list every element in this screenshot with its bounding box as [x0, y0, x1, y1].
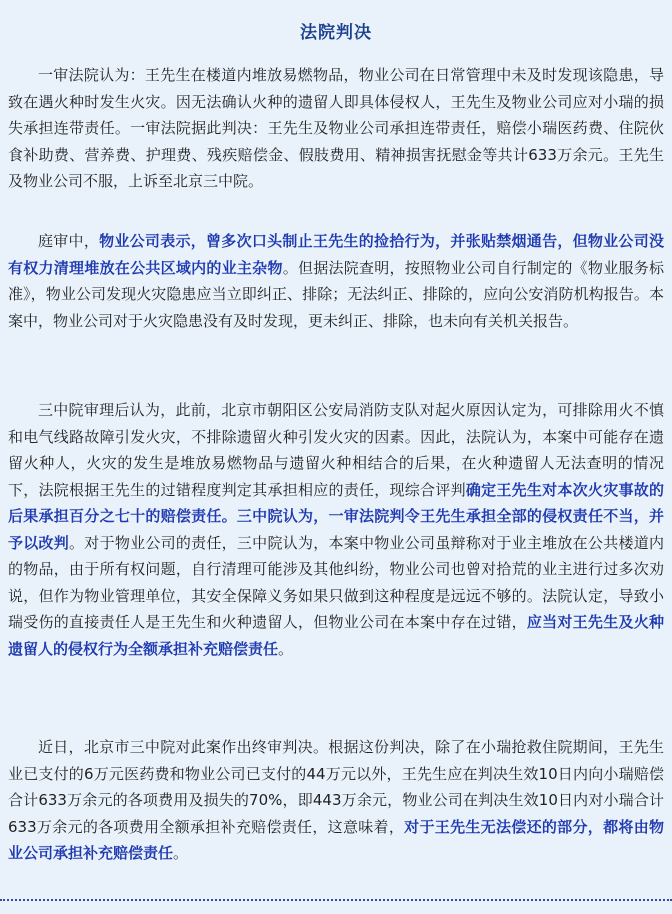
paragraph-text: 近日，北京市三中院对此案作出终审判决。根据这份判决，除了在小瑞抢救住院期间，王先生业已支付的6万元医药费和物业公司已支付的44万元以外，王先生应在判决生效10日内向小瑞赔偿合计633万余元的各项费用及损失的70%，即443万余元，物业公司在判决生效10日内对小瑞合计633万余元的各项费用全额承担补充赔偿责任，这意味着， — [8, 738, 664, 836]
paragraph-text: 。 — [173, 844, 189, 862]
highlight-text: 应当对王先生及火种遗留人的侵权行为全额承担补充赔偿责任 — [8, 613, 664, 658]
paragraph-text: 。 — [278, 639, 294, 658]
highlight-text: 确定王先生对本次火灾事故的后果承担百分之七十的赔偿责任。三中院认为，一审法院判令王先生承担全部的侵权责任不当，并予以改判 — [8, 480, 664, 552]
paragraph-text: 一审法院认为：王先生在楼道内堆放易燃物品，物业公司在日常管理中未及时发现该隐患，导致在遇火种时发生火灾。因无法确认火种的遗留人即具体侵权人，王先生及物业公司应对小瑞的损失承担连带责任。一审法院据此判决：王先生及物业公司承担连带责任，赔偿小瑞医药费、住院伙食补助费、营养费、护理费、残疾赔偿金、假肢费用、精神损害抚慰金等共计633万余元。王先生及物业公司不服，上诉至北京三中院。 — [8, 66, 664, 190]
paragraph-trial — [8, 228, 664, 334]
dotted-divider — [0, 899, 672, 901]
highlight-text: 对于王先生无法偿还的部分，都将由物业公司承担补充赔偿责任 — [8, 817, 664, 862]
paragraph-text: 庭审中， — [38, 232, 100, 250]
paragraph-text: 。但据法院查明，按照物业公司自行制定的《物业服务标准》，物业公司发现火灾隐患应当立即纠正、排除；无法纠正、排除的，应向公安消防机构报告。本案中，物业公司对于火灾隐患没有及时发现，更未纠正、排除，也未向有关机关报告。 — [8, 258, 664, 330]
highlight-text: 物业公司表示，曾多次口头制止王先生的捡拾行为，并张贴禁烟通告，但物业公司没有权力清理堆放在公共区域内的业主杂物 — [8, 232, 664, 277]
paragraph-text: 。对于物业公司的责任，三中院认为，本案中物业公司虽辩称对于业主堆放在公共楼道内的物品，由于所有权问题，自行清理可能涉及其他纠纷，物业公司也曾对拾荒的业主进行过多次劝说，但作为物业管理单位，其安全保障义务如果只做到这种程度是远远不够的。法院认定，导致小瑞受伤的直接责任人是王先生和火种遗留人，但物业公司在本案中存在过错， — [8, 533, 664, 631]
paragraph-text: 三中院审理后认为，此前，北京市朝阳区公安局消防支队对起火原因认定为，可排除用火不慎和电气线路故障引发火灾，不排除遗留火种引发火灾的因素。因此，法院认为，本案中可能存在遗留火种人，火灾的发生是堆放易燃物品与遗留火种相结合的后果，在火种遗留人无法查明的情况下，法院根据王先生的过错程度判定其承担相应的责任，现综合评判 — [8, 401, 664, 499]
section-title: 法院判决 — [300, 23, 372, 43]
paragraph-first-instance — [8, 62, 664, 195]
paragraph-court-opinion — [8, 397, 664, 662]
paragraph-final-judgment — [8, 734, 664, 867]
